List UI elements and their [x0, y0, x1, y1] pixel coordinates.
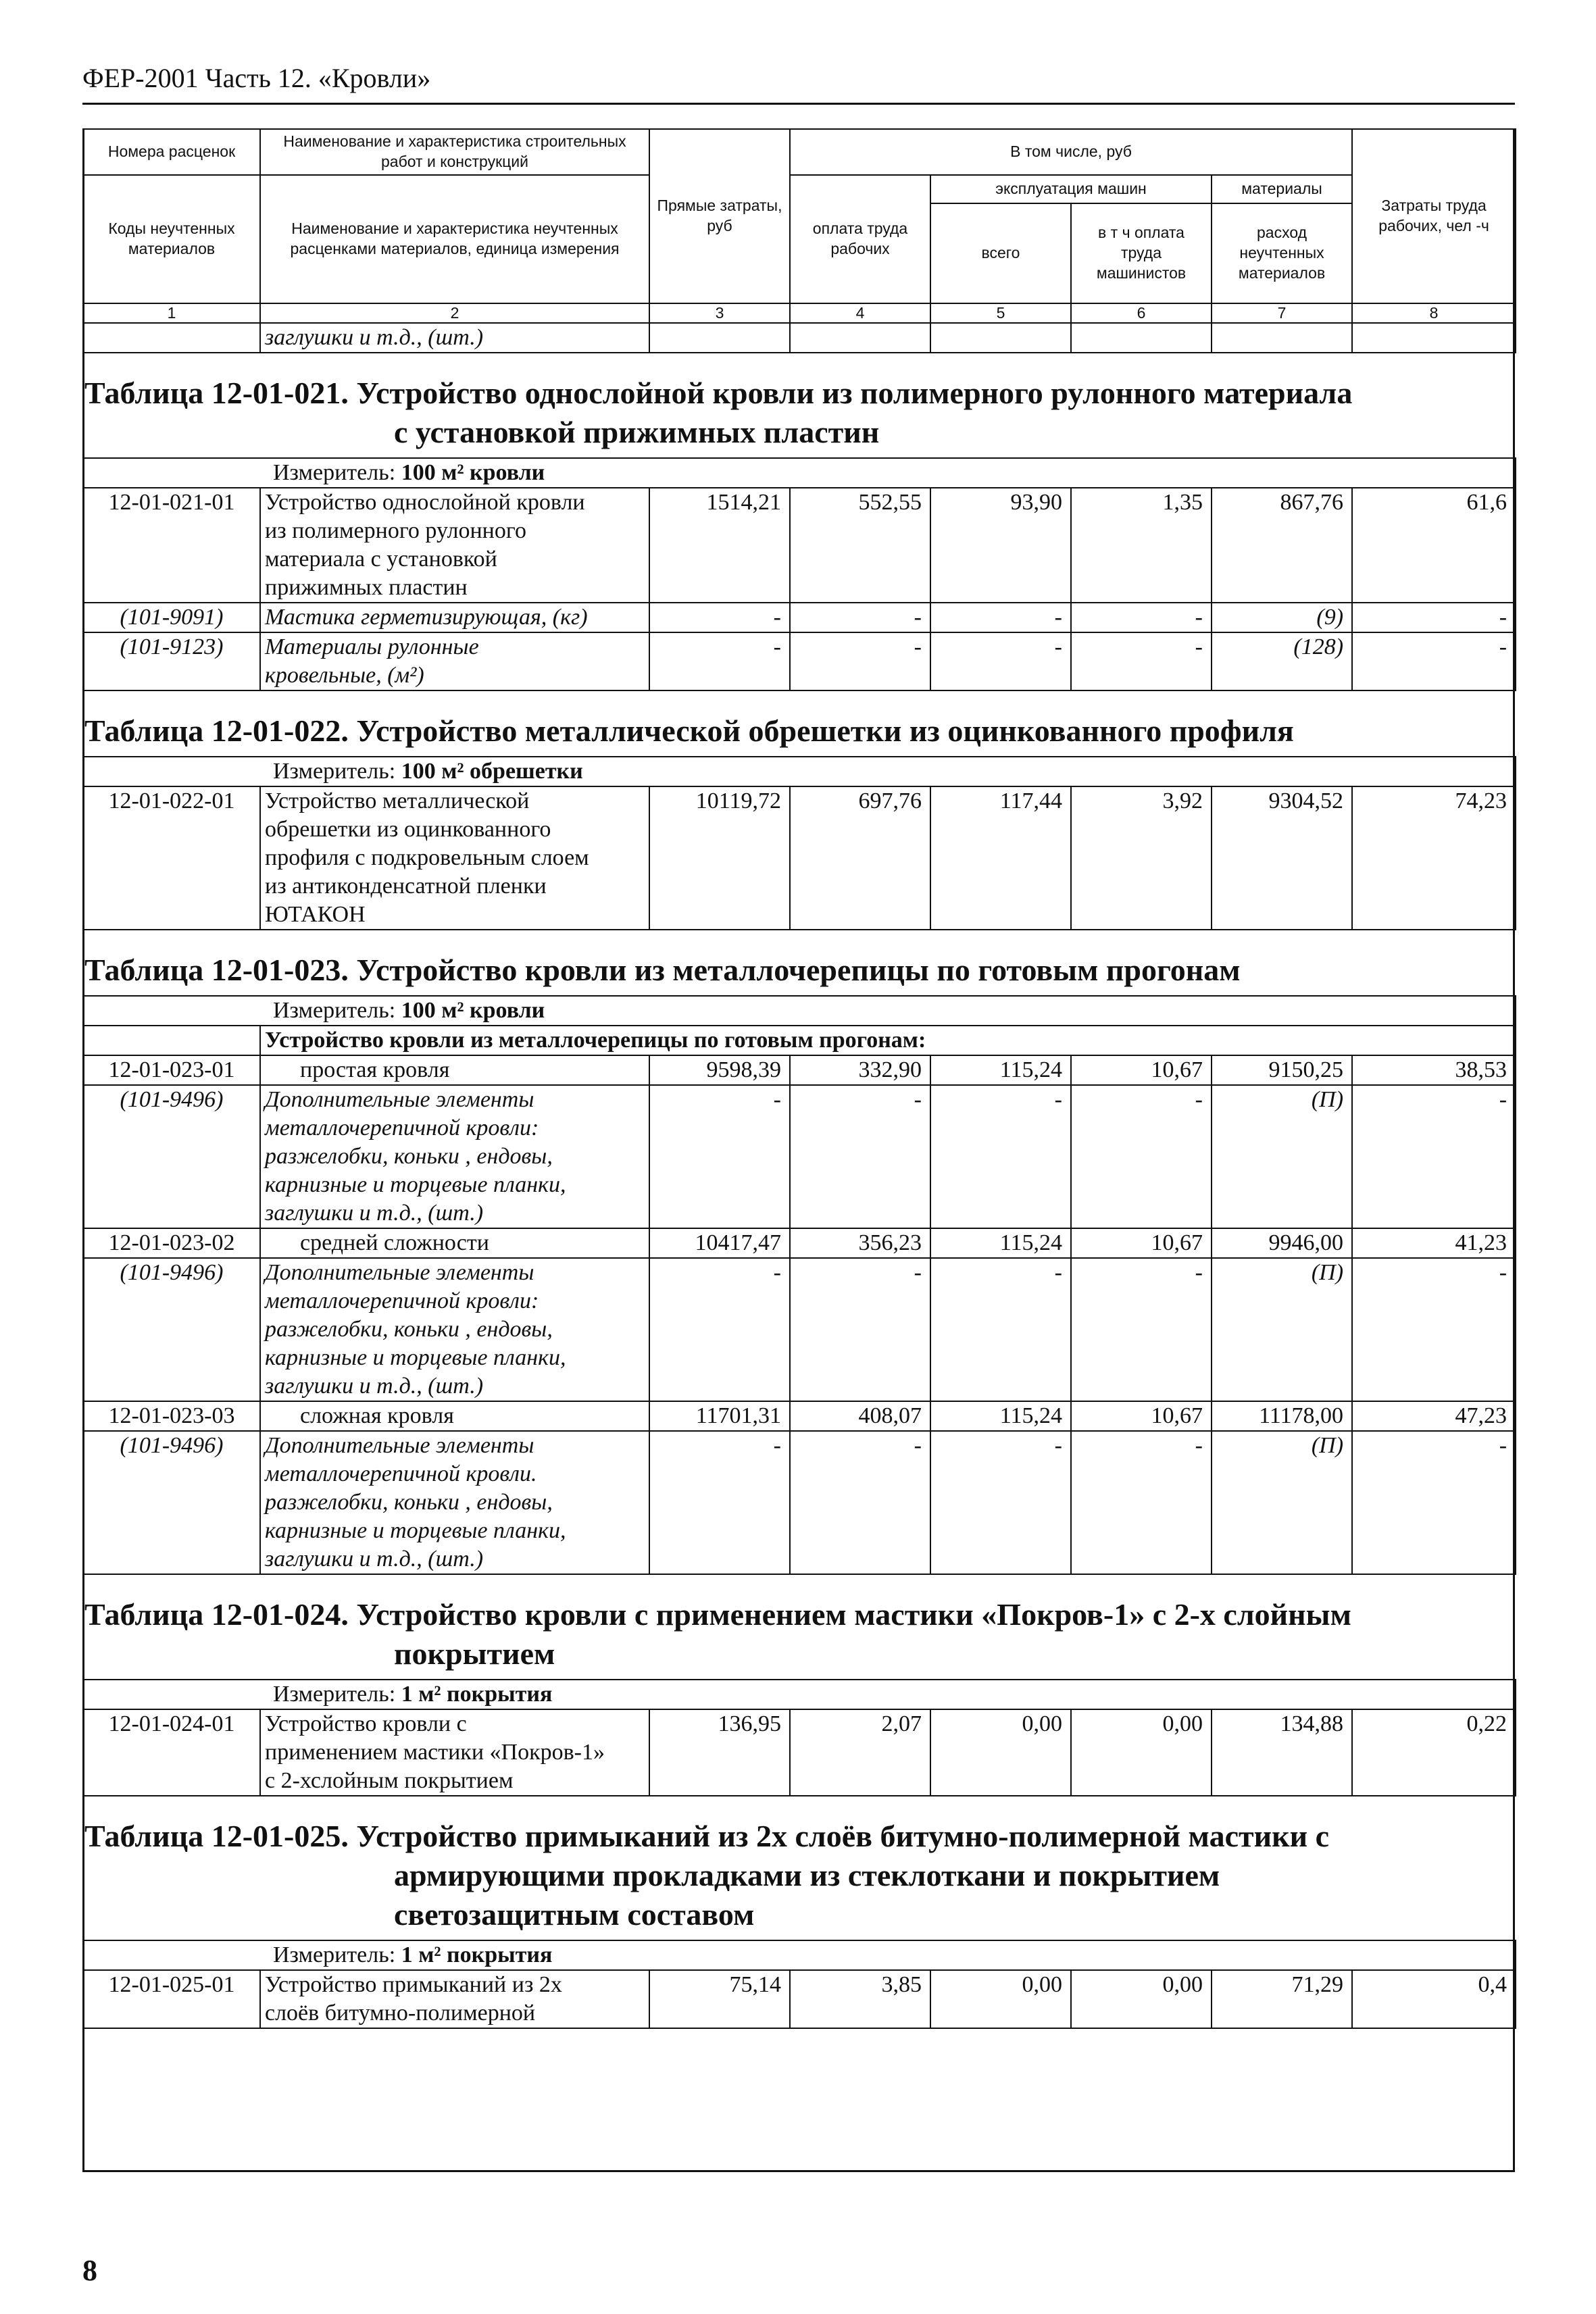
table-title-row — [83, 1574, 1516, 1680]
col-header-materials-usage: расход неучтенных материалов — [1212, 203, 1352, 303]
value-mach: - — [930, 1085, 1071, 1228]
item-name — [260, 1258, 649, 1401]
item-name-line: Устройство примыканий из 2х — [265, 1972, 562, 1997]
measure-unit — [83, 996, 1516, 1026]
value-mat: (9) — [1212, 603, 1352, 632]
table-title-row — [83, 930, 1516, 996]
value-mach: - — [930, 632, 1071, 690]
item-name-line: слоёв битумно-полимерной — [265, 2001, 536, 2026]
measure-unit — [83, 1940, 1516, 1970]
value-mat: (П) — [1212, 1431, 1352, 1574]
item-name-line: из антиконденсатной пленки — [265, 874, 547, 899]
unit-row — [83, 757, 1516, 786]
table-title-line: Таблица 12-01-023. Устройство кровли из металлочерепицы по готовым прогонам — [84, 953, 1241, 987]
value-pay: - — [790, 1085, 930, 1228]
col-header-including: В том числе, руб — [790, 129, 1352, 175]
item-name-line: разжелобки, коньки , ендовы, — [265, 1144, 553, 1169]
header-rule — [82, 103, 1515, 105]
col-header-materials: материалы — [1212, 175, 1352, 203]
item-name-line: с 2-хслойным покрытием — [265, 1768, 514, 1793]
item-name-line: сложная кровля — [300, 1403, 454, 1428]
value-direct: - — [649, 632, 790, 690]
table-subheading: Устройство кровли из металлочерепицы по готовым прогонам: — [260, 1026, 1516, 1055]
item-name-line: металлочерепичной кровли: — [265, 1288, 539, 1313]
rate-code: 12-01-022-01 — [83, 786, 260, 930]
item-name-line: Мастика герметизирующая, (кг) — [265, 605, 588, 630]
value-mach: 117,44 — [930, 786, 1071, 930]
value-mat: 9946,00 — [1212, 1228, 1352, 1258]
item-name — [260, 1709, 649, 1796]
value-machpay: 10,67 — [1071, 1228, 1212, 1258]
item-name-line: простая кровля — [300, 1057, 450, 1082]
value-pay: 408,07 — [790, 1401, 930, 1431]
value-labor: 74,23 — [1352, 786, 1516, 930]
item-name-line: Устройство однослойной кровли — [265, 490, 585, 515]
unit-value: 100 м² кровли — [401, 998, 545, 1023]
table-title-line: Таблица 12-01-025. Устройство примыканий из 2х слоёв битумно-полимерной мастики с — [84, 1819, 1330, 1853]
item-name — [260, 1401, 649, 1431]
value-mat: 9150,25 — [1212, 1055, 1352, 1085]
material-row — [83, 1258, 1516, 1401]
item-name-line: металлочерепичной кровли. — [265, 1461, 537, 1486]
col-header-work-name: Наименование и характеристика строительных работ и конструкций — [260, 129, 649, 175]
value-mach: 115,24 — [930, 1055, 1071, 1085]
col-header-machines-total: всего — [930, 203, 1071, 303]
item-name — [260, 488, 649, 603]
value-labor: - — [1352, 1431, 1516, 1574]
rate-row — [83, 786, 1516, 930]
rate-row — [83, 1228, 1516, 1258]
value-labor: 61,6 — [1352, 488, 1516, 603]
item-name-line: разжелобки, коньки , ендовы, — [265, 1490, 553, 1515]
value-mat: 867,76 — [1212, 488, 1352, 603]
column-number: 4 — [790, 303, 930, 323]
material-row — [83, 1085, 1516, 1228]
value-machpay: 0,00 — [1071, 1970, 1212, 2028]
column-number: 7 — [1212, 303, 1352, 323]
rate-code: 12-01-021-01 — [83, 488, 260, 603]
value-machpay: - — [1071, 603, 1212, 632]
value-direct: - — [649, 1431, 790, 1574]
table-title — [83, 690, 1516, 757]
material-row — [83, 632, 1516, 690]
value-direct: - — [649, 603, 790, 632]
value-pay: 697,76 — [790, 786, 930, 930]
material-code: (101-9496) — [83, 1085, 260, 1228]
document-header: ФЕР-2001 Часть 12. «Кровли» — [82, 63, 431, 93]
column-number: 1 — [83, 303, 260, 323]
page-number: 8 — [82, 2254, 97, 2287]
column-number: 2 — [260, 303, 649, 323]
table-title-row — [83, 690, 1516, 757]
value-direct: 75,14 — [649, 1970, 790, 2028]
col-header-direct-costs: Прямые затраты, руб — [649, 129, 790, 303]
value-direct: 11701,31 — [649, 1401, 790, 1431]
value-mat: 134,88 — [1212, 1709, 1352, 1796]
value-mach: - — [930, 1431, 1071, 1574]
item-name-line: заглушки и т.д., (шт.) — [265, 1201, 484, 1226]
col-header-material-codes: Коды неучтенных материалов — [83, 175, 260, 303]
column-number: 6 — [1071, 303, 1212, 323]
value-pay: 2,07 — [790, 1709, 930, 1796]
value-pay: - — [790, 603, 930, 632]
value-pay: 332,90 — [790, 1055, 930, 1085]
value-pay: - — [790, 1431, 930, 1574]
value-machpay: - — [1071, 632, 1212, 690]
value-pay: 3,85 — [790, 1970, 930, 2028]
value-pay: - — [790, 632, 930, 690]
value-direct: 10417,47 — [649, 1228, 790, 1258]
item-name-line: средней сложности — [300, 1230, 489, 1255]
item-name — [260, 1431, 649, 1574]
unit-value: 100 м² кровли — [401, 460, 545, 485]
carryover-text: заглушки и т.д., (шт.) — [260, 323, 649, 353]
rate-code: 12-01-023-03 — [83, 1401, 260, 1431]
value-pay: 356,23 — [790, 1228, 930, 1258]
rate-row — [83, 1055, 1516, 1085]
value-labor: 47,23 — [1352, 1401, 1516, 1431]
value-labor: - — [1352, 1085, 1516, 1228]
value-labor: 0,22 — [1352, 1709, 1516, 1796]
value-mach: - — [930, 1258, 1071, 1401]
unit-value: 100 м² обрешетки — [401, 759, 583, 784]
item-name-line: кровельные, (м²) — [265, 663, 424, 688]
unit-label: Измеритель: — [273, 1942, 401, 1967]
item-name — [260, 786, 649, 930]
value-direct: 9598,39 — [649, 1055, 790, 1085]
material-code: (101-9496) — [83, 1258, 260, 1401]
value-mach: 115,24 — [930, 1228, 1071, 1258]
material-code: (101-9091) — [83, 603, 260, 632]
value-machpay: 10,67 — [1071, 1401, 1212, 1431]
value-machpay: 10,67 — [1071, 1055, 1212, 1085]
tables-body — [83, 353, 1516, 2028]
item-name-line: заглушки и т.д., (шт.) — [265, 1374, 484, 1399]
value-direct: 136,95 — [649, 1709, 790, 1796]
item-name-line: ЮТАКОН — [265, 902, 366, 927]
table-title — [83, 353, 1516, 458]
value-machpay: - — [1071, 1085, 1212, 1228]
table-subheading-row — [83, 1026, 1516, 1055]
item-name-line: Устройство кровли с — [265, 1711, 467, 1736]
value-mach: - — [930, 603, 1071, 632]
value-direct: - — [649, 1085, 790, 1228]
value-pay: 552,55 — [790, 488, 930, 603]
item-name-line: Материалы рулонные — [265, 634, 479, 659]
value-mat: (128) — [1212, 632, 1352, 690]
value-machpay: - — [1071, 1431, 1212, 1574]
material-code: (101-9496) — [83, 1431, 260, 1574]
table-title-line: Таблица 12-01-024. Устройство кровли с применением мастики «Покров-1» с 2-х слойным — [84, 1597, 1351, 1632]
value-labor: 38,53 — [1352, 1055, 1516, 1085]
value-direct: 1514,21 — [649, 488, 790, 603]
item-name — [260, 632, 649, 690]
item-name-line: Дополнительные элементы — [265, 1433, 534, 1458]
item-name-line: Дополнительные элементы — [265, 1087, 534, 1112]
col-header-worker-pay: оплата труда рабочих — [790, 175, 930, 303]
value-machpay: - — [1071, 1258, 1212, 1401]
rate-code: 12-01-025-01 — [83, 1970, 260, 2028]
value-pay: - — [790, 1258, 930, 1401]
table-title-line: покрытием — [394, 1636, 555, 1671]
rate-row — [83, 1970, 1516, 2028]
column-number: 3 — [649, 303, 790, 323]
col-header-material-name: Наименование и характеристика неучтенных расценками материалов, единица измерения — [260, 175, 649, 303]
material-code: (101-9123) — [83, 632, 260, 690]
column-numbers-row — [83, 303, 1516, 323]
col-header-machinist-pay: в т ч оплата труда машинистов — [1071, 203, 1212, 303]
item-name-line: Дополнительные элементы — [265, 1260, 534, 1285]
table-title — [83, 1574, 1516, 1680]
item-name — [260, 1228, 649, 1258]
table-title-line: светозащитным составом — [394, 1897, 755, 1932]
unit-row — [83, 1940, 1516, 1970]
item-name-line: карнизные и торцевые планки, — [265, 1518, 566, 1543]
measure-unit — [83, 458, 1516, 488]
unit-label: Измеритель: — [273, 759, 401, 784]
value-mat: 11178,00 — [1212, 1401, 1352, 1431]
unit-row — [83, 996, 1516, 1026]
value-mach: 0,00 — [930, 1970, 1071, 2028]
unit-label: Измеритель: — [273, 998, 401, 1023]
value-labor: 0,4 — [1352, 1970, 1516, 2028]
rate-code: 12-01-023-01 — [83, 1055, 260, 1085]
rate-row — [83, 1709, 1516, 1796]
item-name-line: прижимных пластин — [265, 575, 468, 600]
rate-row — [83, 1401, 1516, 1431]
item-name-line: Устройство металлической — [265, 788, 530, 813]
column-number: 8 — [1352, 303, 1516, 323]
material-row — [83, 1431, 1516, 1574]
rate-code: 12-01-023-02 — [83, 1228, 260, 1258]
item-name-line: заглушки и т.д., (шт.) — [265, 1546, 484, 1571]
value-machpay: 0,00 — [1071, 1709, 1212, 1796]
rate-row — [83, 488, 1516, 603]
value-labor: - — [1352, 632, 1516, 690]
unit-label: Измеритель: — [273, 1682, 401, 1707]
item-name — [260, 1085, 649, 1228]
unit-label: Измеритель: — [273, 460, 401, 485]
item-name-line: профиля с подкровельным слоем — [265, 845, 589, 870]
column-number: 5 — [930, 303, 1071, 323]
value-labor: 41,23 — [1352, 1228, 1516, 1258]
col-header-rates-numbers: Номера расценок — [83, 129, 260, 175]
value-mat: (П) — [1212, 1258, 1352, 1401]
item-name — [260, 603, 649, 632]
table-title — [83, 1796, 1516, 1940]
rates-table — [82, 128, 1515, 2029]
unit-row — [83, 1680, 1516, 1709]
value-labor: - — [1352, 1258, 1516, 1401]
rate-code: 12-01-024-01 — [83, 1709, 260, 1796]
unit-value: 1 м² покрытия — [401, 1682, 553, 1707]
table-title-line: армирующими прокладками из стеклоткани и покрытием — [394, 1858, 1220, 1892]
value-mach: 0,00 — [930, 1709, 1071, 1796]
table-title-row — [83, 353, 1516, 458]
item-name-line: металлочерепичной кровли: — [265, 1115, 539, 1140]
col-header-labor: Затраты труда рабочих, чел -ч — [1352, 129, 1516, 303]
item-name-line: карнизные и торцевые планки, — [265, 1172, 566, 1197]
value-mat: 71,29 — [1212, 1970, 1352, 2028]
value-mat: (П) — [1212, 1085, 1352, 1228]
value-direct: - — [649, 1258, 790, 1401]
col-header-machines: эксплуатация машин — [930, 175, 1212, 203]
table-title-line: Таблица 12-01-022. Устройство металлической обрешетки из оцинкованного профиля — [84, 713, 1294, 748]
value-machpay: 1,35 — [1071, 488, 1212, 603]
value-labor: - — [1352, 603, 1516, 632]
item-name — [260, 1055, 649, 1085]
table-title-line: Таблица 12-01-021. Устройство однослойной кровли из полимерного рулонного материала — [84, 376, 1353, 410]
table-title — [83, 930, 1516, 996]
item-name — [260, 1970, 649, 2028]
value-mach: 93,90 — [930, 488, 1071, 603]
measure-unit — [83, 757, 1516, 786]
value-machpay: 3,92 — [1071, 786, 1212, 930]
measure-unit — [83, 1680, 1516, 1709]
item-name-line: карнизные и торцевые планки, — [265, 1345, 566, 1370]
unit-row — [83, 458, 1516, 488]
value-mach: 115,24 — [930, 1401, 1071, 1431]
unit-value: 1 м² покрытия — [401, 1942, 553, 1967]
material-row — [83, 603, 1516, 632]
item-name-line: обрешетки из оцинкованного — [265, 817, 551, 842]
table-title-line: с установкой прижимных пластин — [394, 415, 880, 449]
item-name-line: применением мастики «Покров-1» — [265, 1740, 605, 1765]
table-title-row — [83, 1796, 1516, 1940]
item-name-line: из полимерного рулонного — [265, 518, 526, 543]
value-direct: 10119,72 — [649, 786, 790, 930]
item-name-line: разжелобки, коньки , ендовы, — [265, 1317, 553, 1342]
item-name-line: материала с установкой — [265, 547, 497, 572]
value-mat: 9304,52 — [1212, 786, 1352, 930]
